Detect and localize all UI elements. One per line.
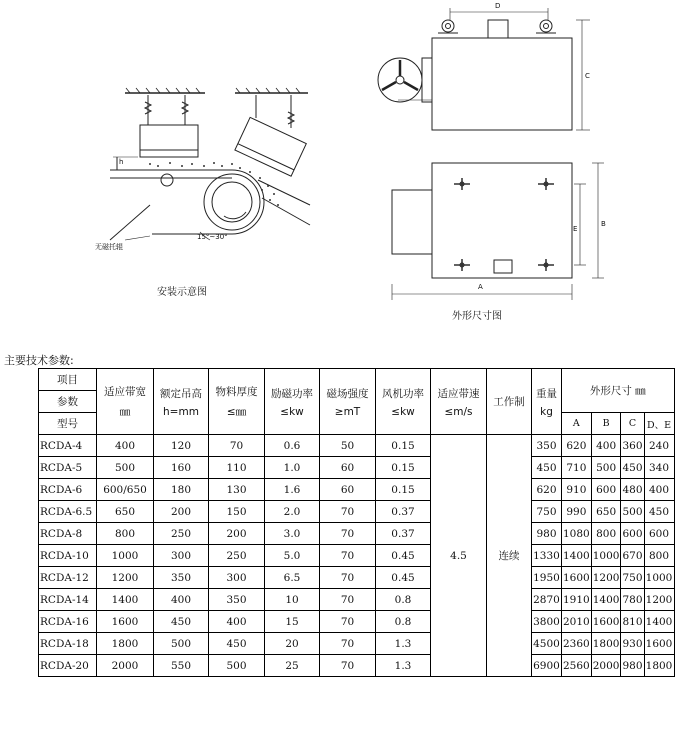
cell-de: 1200	[644, 589, 674, 611]
cell-weight: 980	[532, 523, 562, 545]
header-field-strength: 磁场强度 ≥mT	[320, 369, 376, 435]
table-row	[39, 479, 675, 501]
header-dimensions: 外形尺寸 ㎜	[562, 369, 675, 413]
cell-de: 800	[644, 545, 674, 567]
cell-field: 60	[320, 457, 376, 479]
dimension-caption: 外形尺寸图	[452, 311, 502, 322]
cell-de: 1600	[644, 633, 674, 655]
cell-field: 70	[320, 611, 376, 633]
cell-weight: 4500	[532, 633, 562, 655]
cell-fan: 0.8	[376, 589, 431, 611]
cell-model: RCDA-10	[39, 545, 97, 567]
cell-model: RCDA-6	[39, 479, 97, 501]
cell-c: 500	[621, 501, 644, 523]
cell-power: 15	[265, 611, 320, 633]
cell-b: 600	[591, 479, 621, 501]
cell-height: 500	[154, 633, 209, 655]
header-model: 型号	[39, 413, 97, 435]
cell-a: 990	[562, 501, 592, 523]
header-width: 适应带宽 ㎜	[97, 369, 154, 435]
cell-b: 1000	[591, 545, 621, 567]
cell-field: 50	[320, 435, 376, 457]
cell-thick: 300	[209, 567, 265, 589]
cell-thick: 350	[209, 589, 265, 611]
cell-field: 60	[320, 479, 376, 501]
cell-weight: 1950	[532, 567, 562, 589]
cell-field: 70	[320, 589, 376, 611]
cell-model: RCDA-4	[39, 435, 97, 457]
table-row	[39, 633, 675, 655]
cell-a: 910	[562, 479, 592, 501]
cell-fan: 1.3	[376, 655, 431, 677]
technical-parameters-table	[38, 368, 675, 677]
cell-a: 1400	[562, 545, 592, 567]
cell-fan: 0.15	[376, 479, 431, 501]
table-row	[39, 611, 675, 633]
cell-fan: 0.15	[376, 457, 431, 479]
cell-de: 450	[644, 501, 674, 523]
table-row	[39, 457, 675, 479]
header-work-mode: 工作制	[487, 369, 532, 435]
cell-b: 1400	[591, 589, 621, 611]
header-dim-b: B	[591, 413, 621, 435]
cell-width: 800	[97, 523, 154, 545]
cell-thick: 400	[209, 611, 265, 633]
cell-b: 650	[591, 501, 621, 523]
cell-de: 400	[644, 479, 674, 501]
cell-model: RCDA-14	[39, 589, 97, 611]
cell-b: 1800	[591, 633, 621, 655]
cell-power: 25	[265, 655, 320, 677]
cell-weight: 2870	[532, 589, 562, 611]
cell-weight: 1330	[532, 545, 562, 567]
cell-a: 1600	[562, 567, 592, 589]
cell-width: 1600	[97, 611, 154, 633]
cell-de: 240	[644, 435, 674, 457]
header-dim-de: D、E	[644, 413, 674, 435]
dim-label-b: B	[601, 220, 606, 228]
cell-model: RCDA-18	[39, 633, 97, 655]
cell-a: 620	[562, 435, 592, 457]
cell-height: 450	[154, 611, 209, 633]
cell-height: 400	[154, 589, 209, 611]
table-row	[39, 545, 675, 567]
table-row	[39, 435, 675, 457]
cell-b: 1200	[591, 567, 621, 589]
header-excitation-power: 励磁功率 ≤kw	[265, 369, 320, 435]
cell-fan: 0.45	[376, 545, 431, 567]
header-thickness: 物料厚度 ≤㎜	[209, 369, 265, 435]
cell-field: 70	[320, 501, 376, 523]
cell-field: 70	[320, 567, 376, 589]
dim-label-e: E	[573, 225, 578, 233]
cell-de: 1400	[644, 611, 674, 633]
cell-fan: 0.45	[376, 567, 431, 589]
cell-a: 1080	[562, 523, 592, 545]
cell-de: 1800	[644, 655, 674, 677]
cell-height: 300	[154, 545, 209, 567]
table-row	[39, 655, 675, 677]
cell-weight: 750	[532, 501, 562, 523]
cell-power: 10	[265, 589, 320, 611]
cell-field: 70	[320, 655, 376, 677]
table-row	[39, 589, 675, 611]
cell-height: 250	[154, 523, 209, 545]
cell-power: 6.5	[265, 567, 320, 589]
header-fan-power: 风机功率 ≤kw	[376, 369, 431, 435]
cell-power: 20	[265, 633, 320, 655]
h-label: h	[119, 158, 124, 166]
cell-thick: 450	[209, 633, 265, 655]
cell-a: 2010	[562, 611, 592, 633]
cell-thick: 250	[209, 545, 265, 567]
cell-width: 500	[97, 457, 154, 479]
cell-weight: 350	[532, 435, 562, 457]
cell-c: 930	[621, 633, 644, 655]
cell-fan: 0.15	[376, 435, 431, 457]
cell-power: 1.6	[265, 479, 320, 501]
cell-thick: 130	[209, 479, 265, 501]
cell-thick: 70	[209, 435, 265, 457]
cell-a: 2560	[562, 655, 592, 677]
header-param: 参数	[39, 391, 97, 413]
header-dim-a: A	[562, 413, 592, 435]
table-row	[39, 567, 675, 589]
cell-c: 480	[621, 479, 644, 501]
cell-model: RCDA-5	[39, 457, 97, 479]
cell-work-mode: 连续	[487, 435, 532, 677]
section-title: 主要技术参数:	[4, 354, 74, 367]
installation-caption: 安装示意图	[157, 287, 207, 298]
cell-height: 180	[154, 479, 209, 501]
cell-b: 1600	[591, 611, 621, 633]
belt-label: 无磁托辊	[95, 243, 123, 251]
cell-a: 1910	[562, 589, 592, 611]
cell-c: 360	[621, 435, 644, 457]
cell-c: 780	[621, 589, 644, 611]
cell-height: 200	[154, 501, 209, 523]
cell-c: 600	[621, 523, 644, 545]
cell-thick: 110	[209, 457, 265, 479]
cell-model: RCDA-12	[39, 567, 97, 589]
cell-width: 650	[97, 501, 154, 523]
cell-c: 670	[621, 545, 644, 567]
cell-b: 400	[591, 435, 621, 457]
cell-width: 1400	[97, 589, 154, 611]
cell-c: 750	[621, 567, 644, 589]
cell-width: 1800	[97, 633, 154, 655]
cell-width: 2000	[97, 655, 154, 677]
cell-b: 500	[591, 457, 621, 479]
table-row	[39, 501, 675, 523]
cell-height: 120	[154, 435, 209, 457]
cell-power: 3.0	[265, 523, 320, 545]
header-belt-speed: 适应带速 ≤m/s	[431, 369, 487, 435]
cell-height: 350	[154, 567, 209, 589]
cell-de: 600	[644, 523, 674, 545]
cell-de: 340	[644, 457, 674, 479]
cell-power: 2.0	[265, 501, 320, 523]
cell-height: 550	[154, 655, 209, 677]
cell-height: 160	[154, 457, 209, 479]
cell-width: 600/650	[97, 479, 154, 501]
cell-fan: 0.37	[376, 523, 431, 545]
header-item: 项目	[39, 369, 97, 391]
cell-de: 1000	[644, 567, 674, 589]
cell-power: 1.0	[265, 457, 320, 479]
cell-fan: 0.37	[376, 501, 431, 523]
cell-field: 70	[320, 545, 376, 567]
cell-model: RCDA-16	[39, 611, 97, 633]
cell-field: 70	[320, 633, 376, 655]
cell-thick: 500	[209, 655, 265, 677]
table-row	[39, 523, 675, 545]
cell-fan: 1.3	[376, 633, 431, 655]
angle-label: 15°~30°	[197, 233, 228, 241]
cell-width: 1000	[97, 545, 154, 567]
header-dim-c: C	[621, 413, 644, 435]
dim-label-d: D	[495, 2, 501, 10]
dim-label-a: A	[478, 283, 483, 291]
cell-thick: 150	[209, 501, 265, 523]
header-height: 额定吊高 h=mm	[154, 369, 209, 435]
cell-weight: 450	[532, 457, 562, 479]
cell-a: 710	[562, 457, 592, 479]
cell-model: RCDA-6.5	[39, 501, 97, 523]
cell-width: 1200	[97, 567, 154, 589]
cell-c: 810	[621, 611, 644, 633]
cell-power: 5.0	[265, 545, 320, 567]
cell-c: 980	[621, 655, 644, 677]
cell-c: 450	[621, 457, 644, 479]
cell-fan: 0.8	[376, 611, 431, 633]
cell-belt-speed: 4.5	[431, 435, 487, 677]
cell-width: 400	[97, 435, 154, 457]
cell-weight: 6900	[532, 655, 562, 677]
cell-b: 800	[591, 523, 621, 545]
header-weight: 重量 kg	[532, 369, 562, 435]
cell-weight: 3800	[532, 611, 562, 633]
cell-model: RCDA-8	[39, 523, 97, 545]
cell-weight: 620	[532, 479, 562, 501]
dimension-diagram	[0, 0, 683, 330]
cell-b: 2000	[591, 655, 621, 677]
cell-model: RCDA-20	[39, 655, 97, 677]
cell-power: 0.6	[265, 435, 320, 457]
cell-field: 70	[320, 523, 376, 545]
dim-label-c: C	[585, 72, 590, 80]
cell-thick: 200	[209, 523, 265, 545]
cell-a: 2360	[562, 633, 592, 655]
